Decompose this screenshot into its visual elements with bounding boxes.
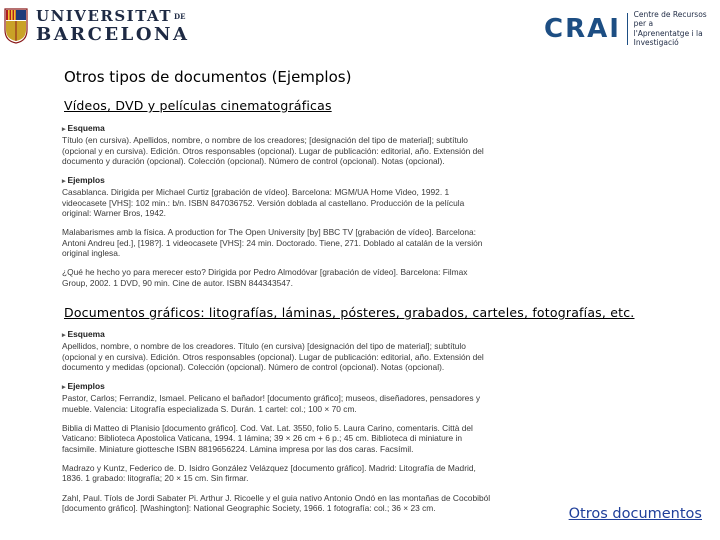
section-title-graphic-documents: Documentos gráficos: litografías, láminas, pósteres, grabados, carteles, fotografías, etc. (64, 305, 635, 320)
crai-logo (544, 10, 720, 48)
ub-name-line1: UNIVERSITAT DE (36, 6, 186, 25)
example-item: Madrazo y Kuntz, Federico de. D. Isidro González Velázquez [documento gráfico]. Madrid: Litografía de Madrid, 1836. 1 grabado: litografía; 20 × 15 cm. Sin firmar. (62, 462, 476, 484)
example-item: Pastor, Carlos; Ferrandiz, Ismael. Pelicano el bañador! [documento gráfico]; museos, diseñadores, pensadores y mueble. Valencia: Litografía especializada S. Durán. 1 cartel: col.; 100 × 70 cm. (62, 393, 481, 414)
crai-separator (627, 13, 628, 45)
example-item: ¿Qué he hecho yo para merecer esto? Dirigida por Pedro Almodóvar [grabación de vídeo]. Barcelona: Filmax Group, 2002. 1 DVD, 90 min. Cine de autor. ISBN 844343547. (62, 267, 468, 288)
crai-subtitle: Centre de Recursos per a l'Aprenentatge i la Investigació (633, 10, 707, 48)
example-item: Biblia di Matteo di Planisio [documento gráfico]. Cod. Vat. Lat. 3550, folio 5. Laura Carino, comentaris. Città del Vaticano: Biblioteca Apostolica Vaticana, 1994. 1 lámina; 39 × 26 cm + 6 p.; 45 cm. Biblioteca di miniature in facsimile. Miniature giottesche ISBN 8819656224. Lámina impresa por las dos caras. Facsímil. (62, 423, 473, 454)
other-documents-link[interactable]: Otros documentos (568, 506, 702, 522)
schema-heading: ▸ Esquema (62, 123, 492, 135)
example-item: Malabarismes amb la física. A production for The Open University [by] BBC TV [grabación de vídeo]. Barcelona: Antoni Andreu [ed.], [198?]. 1 videocasete [VHS]: 24 min. Doctorado. Tiene, 271. Doblado al catalán de la versión original inglesa. (62, 227, 483, 258)
universitat-barcelona-logo (4, 6, 189, 46)
crai-wordmark: CRAI (544, 13, 621, 44)
ub-name-line2: BARCELONA (36, 23, 190, 45)
section-graphic-content (62, 329, 492, 522)
university-crest-icon (4, 8, 28, 44)
slide-title: Otros tipos de documentos (Ejemplos) (64, 68, 352, 86)
example-item: Zahl, Paul. Tíols de Jordi Sabater Pi. Arthur J. Ricoelle y el guia nativo Antonio Ondó en las montañas de Cocobiból [documento gráfico]. [Washington]: National Geographic Society, 1966. 1 fotografía: col.; 36 × 23 cm. (62, 492, 491, 513)
examples-heading: ▸ Ejemplos (62, 381, 492, 393)
schema-heading: ▸ Esquema (62, 329, 492, 341)
examples-heading: ▸ Ejemplos (62, 175, 492, 187)
section-title-video: Vídeos, DVD y películas cinematográficas (64, 98, 332, 113)
schema-text: Título (en cursiva). Apellidos, nombre, o nombre de los creadores; [designación del tipo de material]; subtítulo (opcional y en cursiva). Edición. Otros responsables (opcional). Lugar de publicación: editorial, año. Extensión del documento y duración (opcional). Colección (opcional). Número de control (opcional). Notas (opcional). (62, 135, 484, 166)
section-video-content (62, 123, 492, 297)
example-item: Casablanca. Dirigida per Michael Curtiz [grabación de vídeo]. Barcelona: MGM/UA Home Video, 1992. 1 videocasete [VHS]: 102 min.: b/n. ISBN 847036752. Versión doblada al castellano. Producción de la película original: Warner Bros, 1942. (62, 187, 465, 219)
schema-text: Apellidos, nombre, o nombre de los creadores. Título (en cursiva) [designación del tipo de material]; subtítulo (opcional y en cursiva). Edición. Otros responsables (opcional). Lugar de publicación: editorial, año. Extensión del documento y medidas (opcional). Colección (opcional). Número de control (opcional). Notas (opcional). (62, 341, 484, 372)
